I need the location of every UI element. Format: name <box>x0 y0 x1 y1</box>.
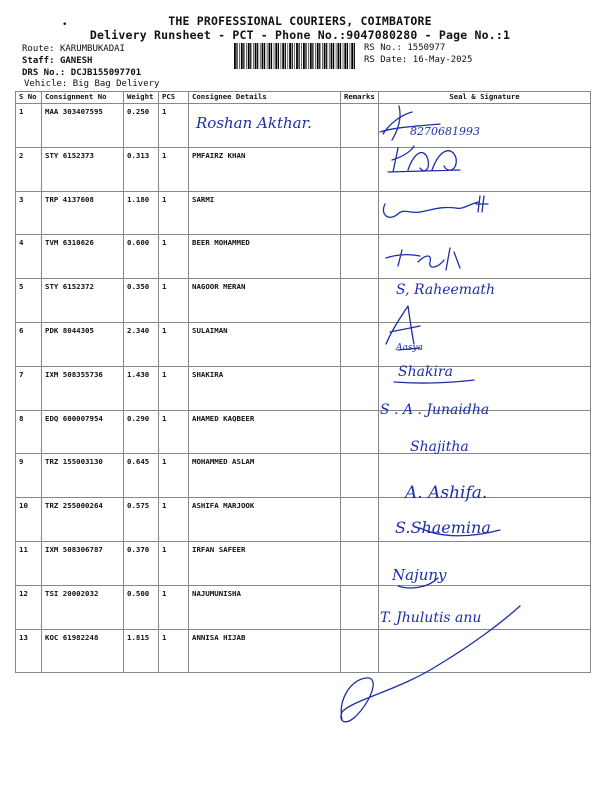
table-row <box>16 235 591 279</box>
cell-remarks <box>341 279 379 323</box>
cell-consignment-no: TRZ 255000264 <box>42 498 124 542</box>
cell-sno: 3 <box>16 191 42 235</box>
cell-remarks <box>341 235 379 279</box>
cell-remarks <box>341 147 379 191</box>
cell-weight: 1.180 <box>124 191 159 235</box>
table-header-row <box>16 92 591 104</box>
cell-signature <box>379 279 591 323</box>
cell-consignment-no: EDQ 600007954 <box>42 410 124 454</box>
table-row <box>16 104 591 148</box>
cell-signature <box>379 454 591 498</box>
cell-consignment-no: IXM 508355736 <box>42 366 124 410</box>
cell-pcs: 1 <box>159 585 189 629</box>
cell-sno: 6 <box>16 322 42 366</box>
handwritten-signature-row9: Shajitha <box>410 439 469 455</box>
drs-line: DRS No.: DCJB155097701 <box>22 68 142 78</box>
table-row <box>16 322 591 366</box>
company-title: THE PROFESSIONAL COURIERS, COIMBATORE <box>168 14 432 28</box>
cell-weight: 0.600 <box>124 235 159 279</box>
col-header-signature: Seal & Signature <box>379 92 591 104</box>
cell-signature <box>379 322 591 366</box>
cell-sno: 5 <box>16 279 42 323</box>
cell-remarks <box>341 366 379 410</box>
cell-weight: 0.290 <box>124 410 159 454</box>
cell-consignee: SARMI <box>189 191 341 235</box>
cell-sno: 1 <box>16 104 42 148</box>
staff-value: GANESH <box>59 56 93 66</box>
col-header-consignment: Consignment No <box>42 92 124 104</box>
handwritten-initials: Aasya <box>396 343 423 353</box>
handwritten-signature-row12: Najuny <box>392 566 447 584</box>
col-header-remarks: Remarks <box>341 92 379 104</box>
cell-weight: 0.370 <box>124 541 159 585</box>
col-header-weight: Weight <box>124 92 159 104</box>
cell-pcs: 1 <box>159 498 189 542</box>
cell-consignment-no: TVM 6310626 <box>42 235 124 279</box>
cell-pcs: 1 <box>159 191 189 235</box>
col-header-consignee: Consignee Details <box>189 92 341 104</box>
table-row <box>16 147 591 191</box>
cell-weight: 0.250 <box>124 104 159 148</box>
cell-sno: 7 <box>16 366 42 410</box>
table-row <box>16 498 591 542</box>
cell-weight: 1.815 <box>124 629 159 673</box>
table-row <box>16 191 591 235</box>
cell-consignee: BEER MOHAMMED <box>189 235 341 279</box>
cell-consignment-no: TSI 20002032 <box>42 585 124 629</box>
cell-signature <box>379 541 591 585</box>
runsheet-subtitle: Delivery Runsheet - PCT - Phone No.:9047080280 - Page No.:1 <box>89 28 511 42</box>
cell-signature <box>379 235 591 279</box>
cell-consignee: SULAIMAN <box>189 322 341 366</box>
cell-sno: 8 <box>16 410 42 454</box>
cell-consignment-no: KOC 61982248 <box>42 629 124 673</box>
cell-pcs: 1 <box>159 235 189 279</box>
cell-consignment-no: PDK 8044305 <box>42 322 124 366</box>
cell-remarks <box>341 498 379 542</box>
cell-sno: 10 <box>16 498 42 542</box>
cell-weight: 1.430 <box>124 366 159 410</box>
header-right-block <box>364 42 472 66</box>
cell-pcs: 1 <box>159 322 189 366</box>
cell-signature <box>379 498 591 542</box>
cell-weight: 0.645 <box>124 454 159 498</box>
cell-sno: 13 <box>16 629 42 673</box>
cell-consignment-no: TRZ 155003130 <box>42 454 124 498</box>
handwritten-signature-row5: S, Raheemath <box>396 282 496 298</box>
runsheet-table <box>15 91 591 673</box>
table-row <box>16 279 591 323</box>
header-left-block <box>22 43 141 79</box>
cell-pcs: 1 <box>159 629 189 673</box>
staff-line: Staff: GANESH <box>22 56 93 66</box>
cell-sno: 12 <box>16 585 42 629</box>
route-line: Route: KARUMBUKADAI <box>22 44 125 54</box>
cell-sno: 9 <box>16 454 42 498</box>
cell-pcs: 1 <box>159 454 189 498</box>
cell-consignee: MOHAMMED ASLAM <box>189 454 341 498</box>
cell-sno: 4 <box>16 235 42 279</box>
cell-consignee <box>189 104 341 148</box>
table-row <box>16 585 591 629</box>
handwritten-signature-row13: T. Jhulutis anu <box>380 610 482 626</box>
cell-pcs: 1 <box>159 147 189 191</box>
cell-signature <box>379 191 591 235</box>
stray-mark: • <box>62 20 68 30</box>
cell-consignee: NAGOOR MERAN <box>189 279 341 323</box>
cell-remarks <box>341 322 379 366</box>
cell-consignee: IRFAN SAFEER <box>189 541 341 585</box>
cell-remarks <box>341 191 379 235</box>
cell-consignee: PMFAIRZ KHAN <box>189 147 341 191</box>
rs-date-line: RS Date: 16-May-2025 <box>364 55 473 65</box>
col-header-sno: S No <box>16 92 42 104</box>
cell-consignment-no: TRP 4137608 <box>42 191 124 235</box>
cell-remarks <box>341 104 379 148</box>
cell-remarks <box>341 629 379 673</box>
handwritten-signature-row7: Shakira <box>398 364 453 380</box>
cell-consignee: SHAKIRA <box>189 366 341 410</box>
cell-signature <box>379 104 591 148</box>
rs-no-value: 1550977 <box>407 43 446 53</box>
rs-date-value: 16-May-2025 <box>412 55 473 65</box>
cell-pcs: 1 <box>159 279 189 323</box>
cell-weight: 0.500 <box>124 585 159 629</box>
handwritten-signature-row8: S . A . Junaidha <box>380 402 490 418</box>
cell-weight: 0.350 <box>124 279 159 323</box>
route-value: KARUMBUKADAI <box>59 44 125 54</box>
cell-consignment-no: STY 6152372 <box>42 279 124 323</box>
cell-consignee: ASHIFA MARJOOK <box>189 498 341 542</box>
cell-consignee: AHAMED KAQBEER <box>189 410 341 454</box>
table-row <box>16 410 591 454</box>
cell-consignee: NAJUMUNISHA <box>189 585 341 629</box>
table-row <box>16 541 591 585</box>
table-row <box>16 366 591 410</box>
cell-sno: 11 <box>16 541 42 585</box>
drs-value: DCJB155097701 <box>70 68 142 78</box>
col-header-pcs: PCS <box>159 92 189 104</box>
cell-remarks <box>341 454 379 498</box>
cell-pcs: 1 <box>159 366 189 410</box>
handwritten-phone: 8270681993 <box>410 125 480 138</box>
cell-remarks <box>341 585 379 629</box>
barcode-image <box>234 43 356 69</box>
vehicle-line: Vehicle: Big Bag Delivery <box>24 79 160 89</box>
table-row <box>16 629 591 673</box>
table-row <box>16 454 591 498</box>
cell-signature <box>379 629 591 673</box>
cell-signature <box>379 147 591 191</box>
cell-consignment-no: STY 6152373 <box>42 147 124 191</box>
vehicle-value: Big Bag Delivery <box>72 79 160 89</box>
cell-weight: 0.575 <box>124 498 159 542</box>
cell-sno: 2 <box>16 147 42 191</box>
cell-signature <box>379 366 591 410</box>
cell-pcs: 1 <box>159 410 189 454</box>
handwritten-signature-row10: A. Ashifa. <box>405 483 488 503</box>
cell-signature <box>379 585 591 629</box>
cell-pcs: 1 <box>159 541 189 585</box>
cell-remarks <box>341 541 379 585</box>
cell-pcs: 1 <box>159 104 189 148</box>
handwritten-consignee-name: Roshan Akthar. <box>196 114 312 132</box>
rs-no-line: RS No.: 1550977 <box>364 43 446 53</box>
cell-consignee: ANNISA HIJAB <box>189 629 341 673</box>
cell-remarks <box>341 410 379 454</box>
cell-weight: 2.340 <box>124 322 159 366</box>
handwritten-signature-row11: S.Shaemina <box>395 518 491 537</box>
cell-consignment-no: IXM 508306787 <box>42 541 124 585</box>
cell-signature <box>379 410 591 454</box>
cell-consignment-no: MAA 303407595 <box>42 104 124 148</box>
cell-weight: 0.313 <box>124 147 159 191</box>
